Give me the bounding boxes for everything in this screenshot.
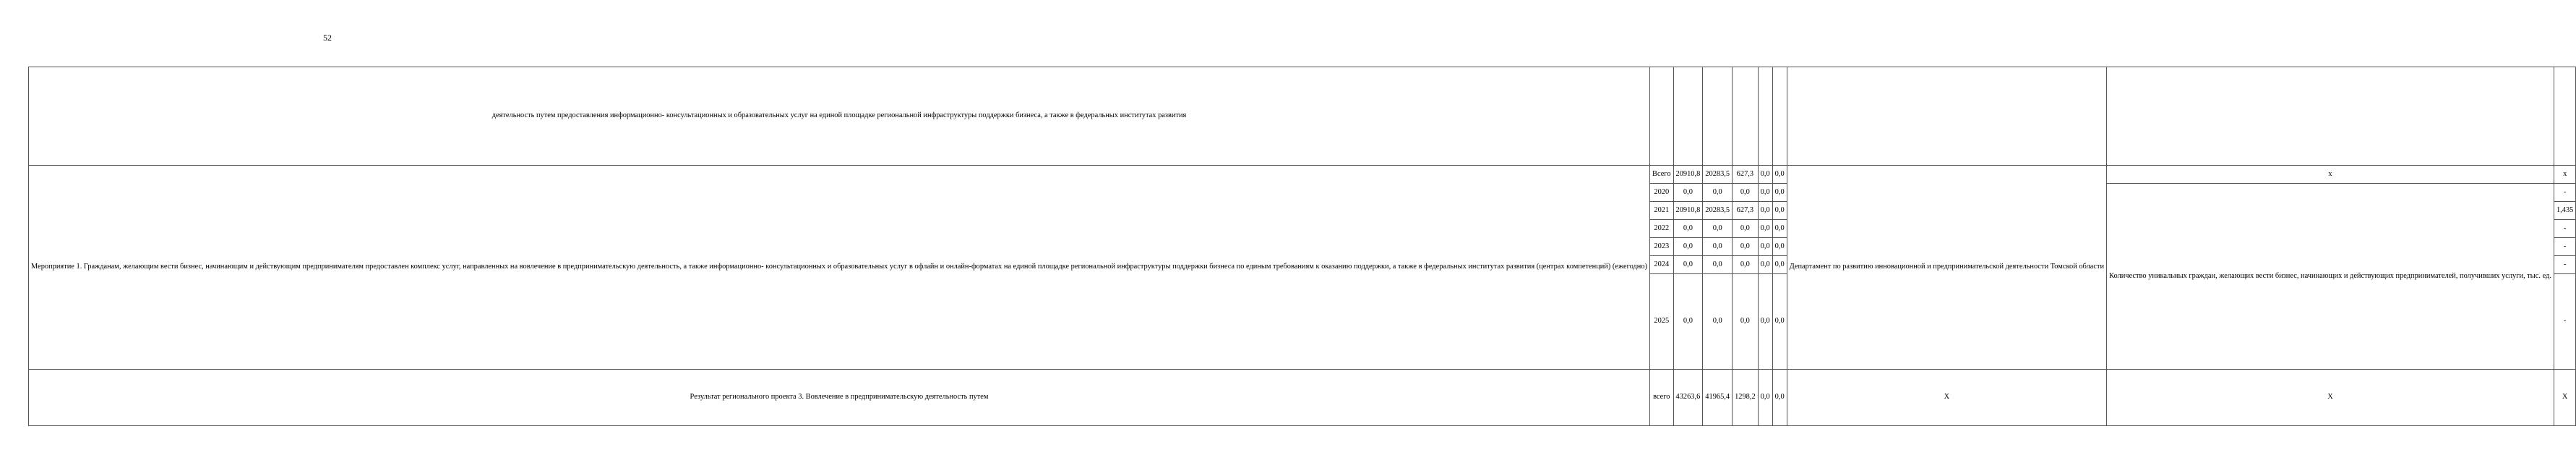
total-cell: 20910,8 — [1673, 202, 1703, 220]
regional-cell: 1298,2 — [1733, 370, 1759, 426]
total-cell: 43263,6 — [1673, 370, 1703, 426]
local-cell: 0,0 — [1758, 220, 1772, 238]
empty-cell — [1787, 67, 2106, 166]
federal-cell: 20283,5 — [1703, 202, 1733, 220]
period-cell: 2023 — [1650, 238, 1673, 256]
federal-cell: 0,0 — [1703, 220, 1733, 238]
other-cell: 0,0 — [1772, 238, 1787, 256]
empty-cell — [1772, 67, 1787, 166]
empty-cell — [1733, 67, 1759, 166]
regional-cell: 627,3 — [1733, 166, 1759, 184]
measure-description: Мероприятие 1. Гражданам, желающим вести бизнес, начинающим и действующим предпринимателям предоставлен комплекс услуг, направленных на вовлечение в предпринимательскую деятельность, а также информационно- консультационных и образовательных услуг в офлайн и онлайн-форматах на единой площадке региональной инфраструктуры поддержки бизнеса по единым требованиям к оказанию поддержки, а также в федеральных институтах развития (центрах компетенций) (ежегодно) — [29, 166, 1650, 370]
target-cell: - — [2554, 238, 2575, 256]
other-cell: 0,0 — [1772, 274, 1787, 370]
federal-cell: 0,0 — [1703, 184, 1733, 202]
other-cell: 0,0 — [1772, 370, 1787, 426]
empty-cell — [1650, 67, 1673, 166]
result-description: Результат регионального проекта 3. Вовлечение в предпринимательскую деятельность путем — [29, 370, 1650, 426]
total-cell: 0,0 — [1673, 274, 1703, 370]
indicator-value-cell: x — [2107, 166, 2554, 184]
local-cell: 0,0 — [1758, 202, 1772, 220]
regional-cell: 0,0 — [1733, 256, 1759, 274]
period-cell: 2021 — [1650, 202, 1673, 220]
other-cell: 0,0 — [1772, 184, 1787, 202]
responsible-cell: X — [1787, 370, 2106, 426]
other-cell: 0,0 — [1772, 256, 1787, 274]
federal-cell: 0,0 — [1703, 256, 1733, 274]
period-cell: 2020 — [1650, 184, 1673, 202]
empty-cell — [2554, 67, 2575, 166]
regional-cell: 0,0 — [1733, 220, 1759, 238]
regional-cell: 0,0 — [1733, 274, 1759, 370]
total-cell: 0,0 — [1673, 184, 1703, 202]
local-cell: 0,0 — [1758, 274, 1772, 370]
empty-cell — [1673, 67, 1703, 166]
local-cell: 0,0 — [1758, 370, 1772, 426]
table-row — [29, 370, 2576, 426]
federal-cell: 20283,5 — [1703, 166, 1733, 184]
target-cell: - — [2554, 274, 2575, 370]
indicator-cell: Количество уникальных граждан, желающих вести бизнес, начинающих и действующих предпринимателей, получивших услуги, тыс. ед. — [2107, 184, 2554, 370]
target-cell: - — [2554, 256, 2575, 274]
total-cell: 20910,8 — [1673, 166, 1703, 184]
total-cell: 0,0 — [1673, 238, 1703, 256]
local-cell: 0,0 — [1758, 238, 1772, 256]
target-cell: X — [2554, 370, 2575, 426]
local-cell: 0,0 — [1758, 184, 1772, 202]
responsible-cell: Департамент по развитию инновационной и предпринимательской деятельности Томской области — [1787, 166, 2106, 370]
regional-cell: 627,3 — [1733, 202, 1759, 220]
other-cell: 0,0 — [1772, 202, 1787, 220]
target-cell: - — [2554, 220, 2575, 238]
other-cell: 0,0 — [1772, 220, 1787, 238]
local-cell: 0,0 — [1758, 166, 1772, 184]
period-cell: 2022 — [1650, 220, 1673, 238]
other-cell: 0,0 — [1772, 166, 1787, 184]
empty-cell — [1758, 67, 1772, 166]
empty-cell — [1703, 67, 1733, 166]
period-cell: 2025 — [1650, 274, 1673, 370]
period-cell: всего — [1650, 370, 1673, 426]
indicator-cell: X — [2107, 370, 2554, 426]
regional-cell: 0,0 — [1733, 238, 1759, 256]
federal-cell: 41965,4 — [1703, 370, 1733, 426]
total-cell: 0,0 — [1673, 220, 1703, 238]
local-cell: 0,0 — [1758, 256, 1772, 274]
federal-cell: 0,0 — [1703, 238, 1733, 256]
regional-cell: 0,0 — [1733, 184, 1759, 202]
total-cell: 0,0 — [1673, 256, 1703, 274]
period-cell: 2024 — [1650, 256, 1673, 274]
target-cell: 1,435 — [2554, 202, 2575, 220]
target-cell: x — [2554, 166, 2575, 184]
target-cell: - — [2554, 184, 2575, 202]
program-table — [28, 67, 2576, 426]
table-row — [29, 166, 2576, 184]
period-cell: Всего — [1650, 166, 1673, 184]
empty-cell — [2107, 67, 2554, 166]
federal-cell: 0,0 — [1703, 274, 1733, 370]
table-row — [29, 67, 2576, 166]
page-number: 52 — [323, 33, 332, 43]
continuation-description: деятельность путем предоставления информационно- консультационных и образовательных услуг на единой площадке региональной инфраструктуры поддержки бизнеса, а также в федеральных институтах развития — [29, 67, 1650, 166]
